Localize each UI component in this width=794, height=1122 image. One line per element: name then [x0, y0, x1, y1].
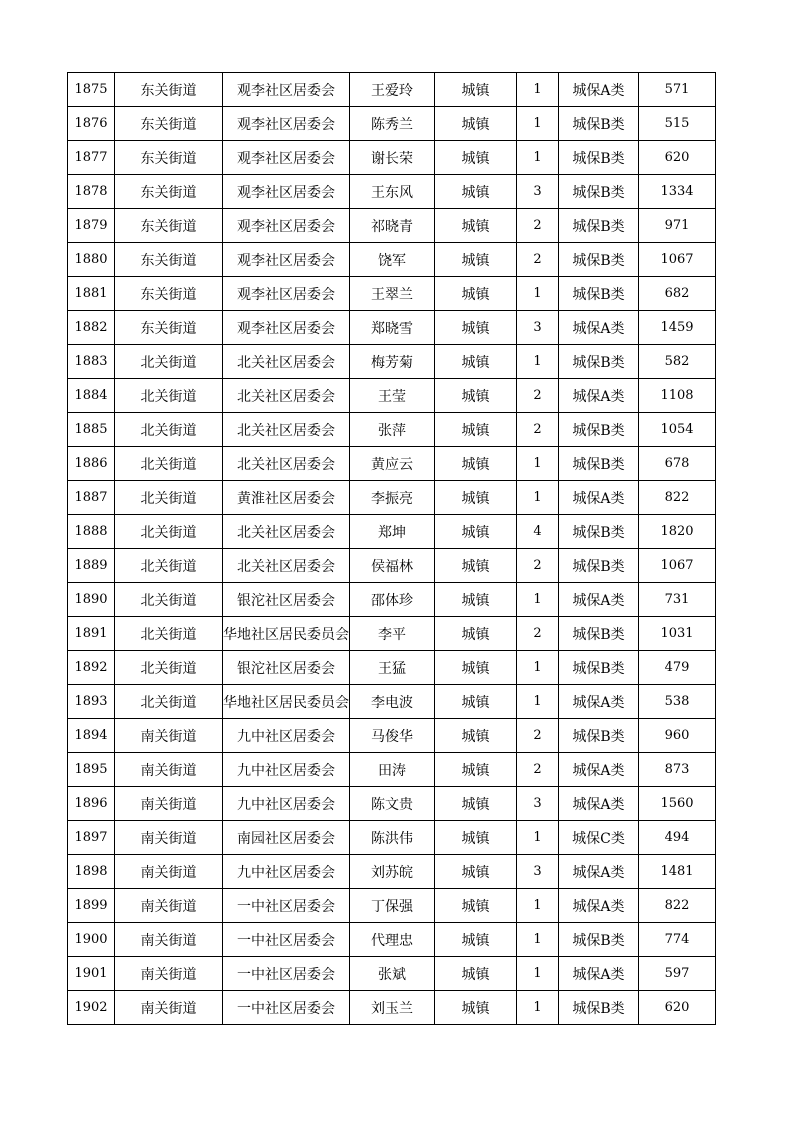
- name-cell: 马俊华: [350, 719, 435, 753]
- records-table: [67, 72, 716, 1025]
- household-type-cell: 城镇: [435, 481, 517, 515]
- household-size-cell: 1: [517, 107, 559, 141]
- household-type-cell: 城镇: [435, 957, 517, 991]
- household-type-cell: 城镇: [435, 515, 517, 549]
- name-cell: 张斌: [350, 957, 435, 991]
- amount-cell: 960: [639, 719, 716, 753]
- amount-cell: 620: [639, 141, 716, 175]
- table-row: [68, 617, 716, 651]
- insurance-category-cell: 城保A类: [559, 685, 639, 719]
- record-number-cell: 1877: [68, 141, 115, 175]
- household-size-cell: 1: [517, 481, 559, 515]
- amount-cell: 682: [639, 277, 716, 311]
- subdistrict-cell: 东关街道: [115, 73, 223, 107]
- household-type-cell: 城镇: [435, 107, 517, 141]
- household-type-cell: 城镇: [435, 209, 517, 243]
- name-cell: 陈秀兰: [350, 107, 435, 141]
- record-number-cell: 1885: [68, 413, 115, 447]
- name-cell: 丁保强: [350, 889, 435, 923]
- subdistrict-cell: 北关街道: [115, 617, 223, 651]
- household-size-cell: 1: [517, 821, 559, 855]
- name-cell: 饶军: [350, 243, 435, 277]
- record-number-cell: 1878: [68, 175, 115, 209]
- household-type-cell: 城镇: [435, 243, 517, 277]
- record-number-cell: 1897: [68, 821, 115, 855]
- table-row: [68, 685, 716, 719]
- community-cell: 银沱社区居委会: [223, 651, 350, 685]
- name-cell: 李电波: [350, 685, 435, 719]
- table-row: [68, 379, 716, 413]
- insurance-category-cell: 城保B类: [559, 651, 639, 685]
- household-type-cell: 城镇: [435, 413, 517, 447]
- household-size-cell: 3: [517, 855, 559, 889]
- amount-cell: 1334: [639, 175, 716, 209]
- table-row: [68, 515, 716, 549]
- record-number-cell: 1895: [68, 753, 115, 787]
- name-cell: 王东风: [350, 175, 435, 209]
- record-number-cell: 1886: [68, 447, 115, 481]
- amount-cell: 620: [639, 991, 716, 1025]
- amount-cell: 1067: [639, 243, 716, 277]
- amount-cell: 571: [639, 73, 716, 107]
- community-cell: 九中社区居委会: [223, 787, 350, 821]
- community-cell: 九中社区居委会: [223, 855, 350, 889]
- record-number-cell: 1898: [68, 855, 115, 889]
- record-number-cell: 1889: [68, 549, 115, 583]
- community-cell: 北关社区居委会: [223, 345, 350, 379]
- household-size-cell: 1: [517, 991, 559, 1025]
- record-number-cell: 1890: [68, 583, 115, 617]
- household-type-cell: 城镇: [435, 821, 517, 855]
- insurance-category-cell: 城保B类: [559, 107, 639, 141]
- household-size-cell: 2: [517, 549, 559, 583]
- household-size-cell: 1: [517, 141, 559, 175]
- record-number-cell: 1896: [68, 787, 115, 821]
- household-size-cell: 2: [517, 753, 559, 787]
- record-number-cell: 1887: [68, 481, 115, 515]
- name-cell: 祁晓青: [350, 209, 435, 243]
- household-type-cell: 城镇: [435, 141, 517, 175]
- household-type-cell: 城镇: [435, 447, 517, 481]
- table-row: [68, 651, 716, 685]
- amount-cell: 822: [639, 481, 716, 515]
- household-type-cell: 城镇: [435, 719, 517, 753]
- name-cell: 侯福林: [350, 549, 435, 583]
- subdistrict-cell: 南关街道: [115, 991, 223, 1025]
- table-row: [68, 311, 716, 345]
- record-number-cell: 1899: [68, 889, 115, 923]
- insurance-category-cell: 城保B类: [559, 719, 639, 753]
- insurance-category-cell: 城保A类: [559, 889, 639, 923]
- table-row: [68, 855, 716, 889]
- household-type-cell: 城镇: [435, 685, 517, 719]
- table-row: [68, 889, 716, 923]
- record-number-cell: 1884: [68, 379, 115, 413]
- subdistrict-cell: 南关街道: [115, 957, 223, 991]
- amount-cell: 1031: [639, 617, 716, 651]
- name-cell: 王爱玲: [350, 73, 435, 107]
- amount-cell: 1560: [639, 787, 716, 821]
- amount-cell: 1820: [639, 515, 716, 549]
- subdistrict-cell: 南关街道: [115, 821, 223, 855]
- insurance-category-cell: 城保C类: [559, 821, 639, 855]
- insurance-category-cell: 城保B类: [559, 549, 639, 583]
- subdistrict-cell: 南关街道: [115, 719, 223, 753]
- insurance-category-cell: 城保B类: [559, 923, 639, 957]
- amount-cell: 971: [639, 209, 716, 243]
- household-size-cell: 1: [517, 277, 559, 311]
- name-cell: 李平: [350, 617, 435, 651]
- table-row: [68, 481, 716, 515]
- household-size-cell: 3: [517, 787, 559, 821]
- table-row: [68, 277, 716, 311]
- table-row: [68, 549, 716, 583]
- insurance-category-cell: 城保A类: [559, 957, 639, 991]
- name-cell: 王莹: [350, 379, 435, 413]
- amount-cell: 597: [639, 957, 716, 991]
- community-cell: 北关社区居委会: [223, 515, 350, 549]
- name-cell: 刘苏皖: [350, 855, 435, 889]
- community-cell: 观李社区居委会: [223, 311, 350, 345]
- subdistrict-cell: 北关街道: [115, 651, 223, 685]
- subdistrict-cell: 南关街道: [115, 787, 223, 821]
- name-cell: 代理忠: [350, 923, 435, 957]
- household-type-cell: 城镇: [435, 175, 517, 209]
- insurance-category-cell: 城保B类: [559, 447, 639, 481]
- insurance-category-cell: 城保B类: [559, 243, 639, 277]
- subdistrict-cell: 北关街道: [115, 413, 223, 447]
- community-cell: 观李社区居委会: [223, 209, 350, 243]
- name-cell: 王翠兰: [350, 277, 435, 311]
- table-row: [68, 107, 716, 141]
- amount-cell: 1054: [639, 413, 716, 447]
- amount-cell: 1108: [639, 379, 716, 413]
- insurance-category-cell: 城保A类: [559, 583, 639, 617]
- community-cell: 观李社区居委会: [223, 73, 350, 107]
- amount-cell: 494: [639, 821, 716, 855]
- subdistrict-cell: 南关街道: [115, 753, 223, 787]
- household-type-cell: 城镇: [435, 583, 517, 617]
- amount-cell: 774: [639, 923, 716, 957]
- amount-cell: 582: [639, 345, 716, 379]
- household-size-cell: 4: [517, 515, 559, 549]
- community-cell: 北关社区居委会: [223, 379, 350, 413]
- record-number-cell: 1882: [68, 311, 115, 345]
- community-cell: 观李社区居委会: [223, 243, 350, 277]
- subdistrict-cell: 东关街道: [115, 209, 223, 243]
- table-row: [68, 243, 716, 277]
- household-type-cell: 城镇: [435, 345, 517, 379]
- table-row: [68, 719, 716, 753]
- insurance-category-cell: 城保B类: [559, 141, 639, 175]
- household-size-cell: 1: [517, 685, 559, 719]
- insurance-category-cell: 城保B类: [559, 413, 639, 447]
- household-type-cell: 城镇: [435, 991, 517, 1025]
- household-size-cell: 1: [517, 583, 559, 617]
- insurance-category-cell: 城保B类: [559, 345, 639, 379]
- subdistrict-cell: 北关街道: [115, 481, 223, 515]
- table-row: [68, 447, 716, 481]
- household-size-cell: 2: [517, 379, 559, 413]
- community-cell: 一中社区居委会: [223, 957, 350, 991]
- name-cell: 郑坤: [350, 515, 435, 549]
- household-type-cell: 城镇: [435, 311, 517, 345]
- household-size-cell: 1: [517, 447, 559, 481]
- subdistrict-cell: 东关街道: [115, 175, 223, 209]
- household-size-cell: 1: [517, 957, 559, 991]
- community-cell: 九中社区居委会: [223, 753, 350, 787]
- household-size-cell: 3: [517, 175, 559, 209]
- record-number-cell: 1891: [68, 617, 115, 651]
- record-number-cell: 1875: [68, 73, 115, 107]
- record-number-cell: 1901: [68, 957, 115, 991]
- record-number-cell: 1902: [68, 991, 115, 1025]
- table-row: [68, 821, 716, 855]
- amount-cell: 479: [639, 651, 716, 685]
- household-size-cell: 2: [517, 617, 559, 651]
- household-size-cell: 2: [517, 719, 559, 753]
- community-cell: 九中社区居委会: [223, 719, 350, 753]
- community-cell: 观李社区居委会: [223, 175, 350, 209]
- table-row: [68, 175, 716, 209]
- household-size-cell: 1: [517, 651, 559, 685]
- insurance-category-cell: 城保A类: [559, 379, 639, 413]
- household-type-cell: 城镇: [435, 379, 517, 413]
- household-type-cell: 城镇: [435, 889, 517, 923]
- amount-cell: 538: [639, 685, 716, 719]
- subdistrict-cell: 东关街道: [115, 141, 223, 175]
- insurance-category-cell: 城保A类: [559, 753, 639, 787]
- amount-cell: 678: [639, 447, 716, 481]
- table-row: [68, 787, 716, 821]
- community-cell: 观李社区居委会: [223, 141, 350, 175]
- table-row: [68, 583, 716, 617]
- table-row: [68, 991, 716, 1025]
- amount-cell: 1459: [639, 311, 716, 345]
- name-cell: 李振亮: [350, 481, 435, 515]
- household-type-cell: 城镇: [435, 73, 517, 107]
- table-row: [68, 753, 716, 787]
- subdistrict-cell: 东关街道: [115, 311, 223, 345]
- name-cell: 陈洪伟: [350, 821, 435, 855]
- subdistrict-cell: 北关街道: [115, 447, 223, 481]
- household-type-cell: 城镇: [435, 753, 517, 787]
- subdistrict-cell: 东关街道: [115, 107, 223, 141]
- table-row: [68, 413, 716, 447]
- insurance-category-cell: 城保B类: [559, 175, 639, 209]
- household-size-cell: 2: [517, 209, 559, 243]
- record-number-cell: 1894: [68, 719, 115, 753]
- record-number-cell: 1881: [68, 277, 115, 311]
- subdistrict-cell: 东关街道: [115, 277, 223, 311]
- table-row: [68, 209, 716, 243]
- insurance-category-cell: 城保B类: [559, 991, 639, 1025]
- record-number-cell: 1876: [68, 107, 115, 141]
- insurance-category-cell: 城保B类: [559, 515, 639, 549]
- insurance-category-cell: 城保A类: [559, 311, 639, 345]
- community-cell: 南园社区居委会: [223, 821, 350, 855]
- household-size-cell: 1: [517, 923, 559, 957]
- name-cell: 刘玉兰: [350, 991, 435, 1025]
- name-cell: 田涛: [350, 753, 435, 787]
- subdistrict-cell: 北关街道: [115, 345, 223, 379]
- household-size-cell: 1: [517, 889, 559, 923]
- insurance-category-cell: 城保B类: [559, 617, 639, 651]
- insurance-category-cell: 城保A类: [559, 73, 639, 107]
- table-row: [68, 73, 716, 107]
- table-row: [68, 957, 716, 991]
- community-cell: 观李社区居委会: [223, 107, 350, 141]
- name-cell: 陈文贵: [350, 787, 435, 821]
- subdistrict-cell: 南关街道: [115, 889, 223, 923]
- amount-cell: 1481: [639, 855, 716, 889]
- table-row: [68, 345, 716, 379]
- insurance-category-cell: 城保A类: [559, 481, 639, 515]
- insurance-category-cell: 城保A类: [559, 787, 639, 821]
- record-number-cell: 1900: [68, 923, 115, 957]
- amount-cell: 1067: [639, 549, 716, 583]
- household-size-cell: 2: [517, 413, 559, 447]
- community-cell: 一中社区居委会: [223, 991, 350, 1025]
- table-row: [68, 141, 716, 175]
- insurance-category-cell: 城保A类: [559, 855, 639, 889]
- household-size-cell: 1: [517, 73, 559, 107]
- name-cell: 谢长荣: [350, 141, 435, 175]
- record-number-cell: 1883: [68, 345, 115, 379]
- household-size-cell: 1: [517, 345, 559, 379]
- subdistrict-cell: 北关街道: [115, 685, 223, 719]
- household-type-cell: 城镇: [435, 651, 517, 685]
- household-size-cell: 2: [517, 243, 559, 277]
- community-cell: 北关社区居委会: [223, 447, 350, 481]
- record-number-cell: 1892: [68, 651, 115, 685]
- household-size-cell: 3: [517, 311, 559, 345]
- name-cell: 郑晓雪: [350, 311, 435, 345]
- community-cell: 观李社区居委会: [223, 277, 350, 311]
- subdistrict-cell: 南关街道: [115, 923, 223, 957]
- name-cell: 王猛: [350, 651, 435, 685]
- insurance-category-cell: 城保B类: [559, 277, 639, 311]
- amount-cell: 731: [639, 583, 716, 617]
- community-cell: 北关社区居委会: [223, 413, 350, 447]
- table-row: [68, 923, 716, 957]
- household-type-cell: 城镇: [435, 549, 517, 583]
- name-cell: 邵体珍: [350, 583, 435, 617]
- subdistrict-cell: 北关街道: [115, 549, 223, 583]
- community-cell: 华地社区居民委员会: [223, 685, 350, 719]
- household-type-cell: 城镇: [435, 923, 517, 957]
- household-type-cell: 城镇: [435, 855, 517, 889]
- record-number-cell: 1880: [68, 243, 115, 277]
- community-cell: 一中社区居委会: [223, 889, 350, 923]
- amount-cell: 515: [639, 107, 716, 141]
- subdistrict-cell: 南关街道: [115, 855, 223, 889]
- name-cell: 梅芳菊: [350, 345, 435, 379]
- subdistrict-cell: 东关街道: [115, 243, 223, 277]
- community-cell: 银沱社区居委会: [223, 583, 350, 617]
- household-type-cell: 城镇: [435, 277, 517, 311]
- community-cell: 一中社区居委会: [223, 923, 350, 957]
- subdistrict-cell: 北关街道: [115, 379, 223, 413]
- record-number-cell: 1879: [68, 209, 115, 243]
- record-number-cell: 1888: [68, 515, 115, 549]
- household-type-cell: 城镇: [435, 617, 517, 651]
- household-type-cell: 城镇: [435, 787, 517, 821]
- amount-cell: 822: [639, 889, 716, 923]
- subdistrict-cell: 北关街道: [115, 583, 223, 617]
- community-cell: 北关社区居委会: [223, 549, 350, 583]
- community-cell: 华地社区居民委员会: [223, 617, 350, 651]
- insurance-category-cell: 城保B类: [559, 209, 639, 243]
- name-cell: 黄应云: [350, 447, 435, 481]
- amount-cell: 873: [639, 753, 716, 787]
- subdistrict-cell: 北关街道: [115, 515, 223, 549]
- community-cell: 黄淮社区居委会: [223, 481, 350, 515]
- name-cell: 张萍: [350, 413, 435, 447]
- record-number-cell: 1893: [68, 685, 115, 719]
